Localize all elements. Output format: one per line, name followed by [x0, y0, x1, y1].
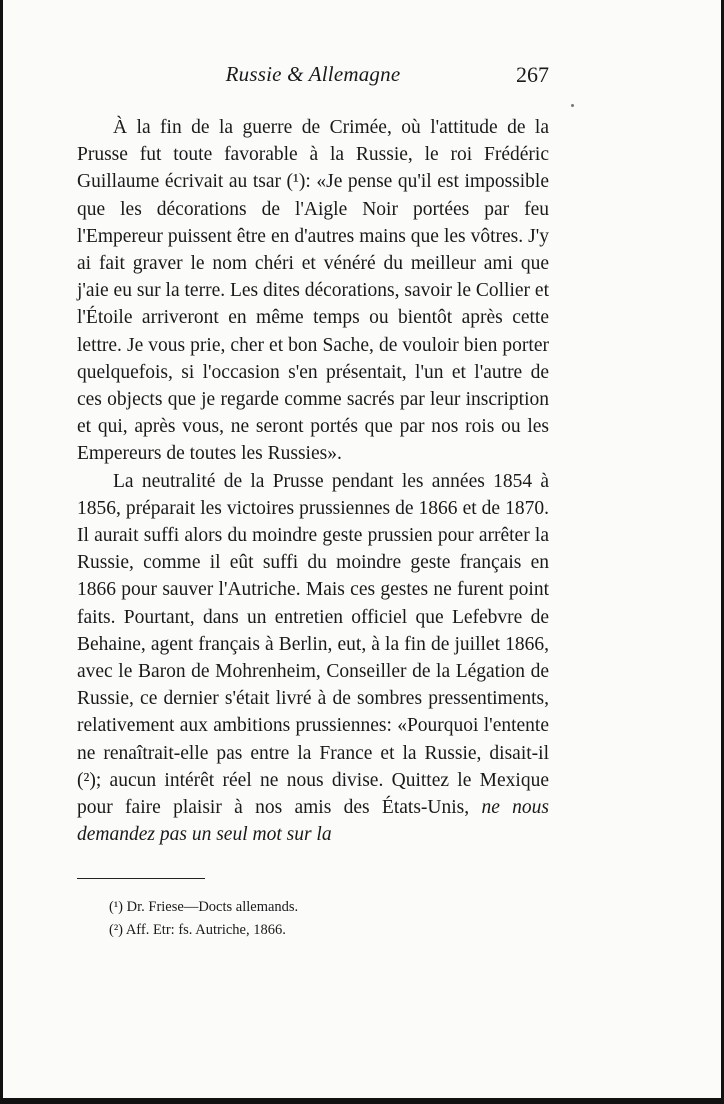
paragraph-2-italic: ne nous demandez pas un seul mot sur la: [77, 797, 550, 846]
running-header: [77, 62, 549, 96]
paragraph-1: À la fin de la guerre de Crimée, où l'attitude de la Prusse fut toute favorable à la Russie, le roi Frédéric Guillaume écrivait au tsar (¹): «Je pense qu'il est impossible que les décorations de l'Aigle Noir portées par feu l'Empereur puissent être en d'autres mains que les vôtres. J'y ai fait graver le nom chéri et vénéré du meilleur ami que j'aie eu sur la terre. Les dites décorations, savoir le Collier et l'Étoile arriveront en même temps ou bientôt après cette lettre. Je vous prie, cher et bon Sache, de vouloir bien porter quelquefois, si l'occasion s'en présentait, l'un et l'autre de ces objects que je regarde comme sacrés par leur inscription et qui, après vous, ne seront portés que par nos rois ou les Empereurs de toutes les Russies».: [77, 117, 549, 465]
paragraph-2-text: La neutralité de la Prusse pendant les années 1854 à 1856, préparait les victoires prussiennes de 1866 et de 1870. Il aurait suffi alors du moindre geste prussien pour arrêter la Russie, comme il eût suffi du moindre geste français en 1866 pour sauver l'Autriche. Mais ces gestes ne furent point faits. Pourtant, dans un entretien officiel que Lefebvre de Behaine, agent français à Berlin, eut, à la fin de juillet 1866, avec le Baron de Mohrenheim, Conseiller de la Légation de Russie, ce dernier s'était livré à de sombres pressentiments, relativement aux ambitions prussiennes: «Pourquoi l'entente ne renaîtrait-elle pas entre la France et la Russie, disait-il (²); aucun intérêt réel ne nous divise. Quittez le Mexique pour faire plaisir à nos amis des États-Unis,: [77, 470, 549, 819]
paper-speck: [571, 104, 574, 107]
paragraph-2: [77, 468, 549, 849]
page-number: 267: [516, 62, 549, 87]
body-text: [77, 114, 549, 848]
footnote-2: (²) Aff. Etr: fs. Autriche, 1866.: [109, 922, 286, 938]
footnote-rule: [77, 878, 205, 879]
header-title: Russie & Allemagne: [225, 62, 401, 86]
footnote-1: (¹) Dr. Friese—Docts allemands.: [109, 899, 299, 915]
footnotes: [109, 896, 529, 942]
